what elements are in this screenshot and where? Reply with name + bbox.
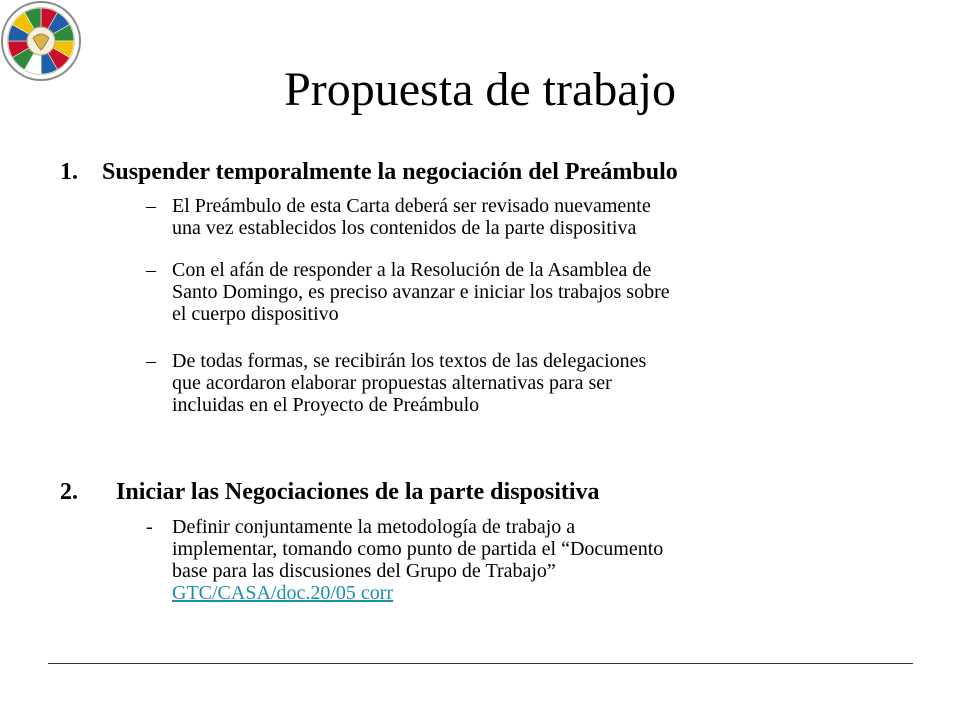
sub-item-line: incluidas en el Proyecto de Preámbulo — [172, 394, 480, 416]
point-number: 1. — [60, 159, 78, 185]
sub-item-line: Santo Domingo, es preciso avanzar e iniciar los trabajos sobre — [172, 281, 670, 303]
dash-bullet: – — [146, 350, 156, 372]
point-heading: Suspender temporalmente la negociación del Preámbulo — [102, 159, 678, 185]
sub-item — [146, 350, 906, 416]
sub-item-line: el cuerpo dispositivo — [172, 303, 339, 325]
sub-item — [146, 195, 906, 239]
document-link[interactable]: GTC/CASA/doc.20/05 corr — [172, 582, 394, 604]
dash-bullet: - — [146, 516, 153, 538]
sub-item-line: base para las discusiones del Grupo de Trabajo” — [172, 560, 556, 582]
sub-item-line: que acordaron elaborar propuestas alternativas para ser — [172, 372, 612, 394]
dash-bullet: – — [146, 195, 156, 217]
point-heading: Iniciar las Negociaciones de la parte dispositiva — [116, 479, 600, 505]
slide-title: Propuesta de trabajo — [284, 63, 676, 116]
sub-item — [146, 516, 906, 604]
dash-bullet: – — [146, 259, 156, 281]
sub-item-line: De todas formas, se recibirán los textos de las delegaciones — [172, 350, 647, 372]
point-number: 2. — [60, 479, 78, 505]
sub-item — [146, 259, 906, 325]
sub-item-line: implementar, tomando como punto de partida el “Documento — [172, 538, 664, 560]
sub-item-line: Definir conjuntamente la metodología de trabajo a — [172, 516, 576, 538]
link-line — [146, 582, 906, 604]
sub-item-line: Con el afán de responder a la Resolución de la Asamblea de — [172, 259, 652, 281]
sub-item-line: El Preámbulo de esta Carta deberá ser revisado nuevamente — [172, 195, 651, 217]
sub-item-line: una vez establecidos los contenidos de la parte dispositiva — [172, 217, 637, 239]
footer-divider — [48, 663, 913, 664]
